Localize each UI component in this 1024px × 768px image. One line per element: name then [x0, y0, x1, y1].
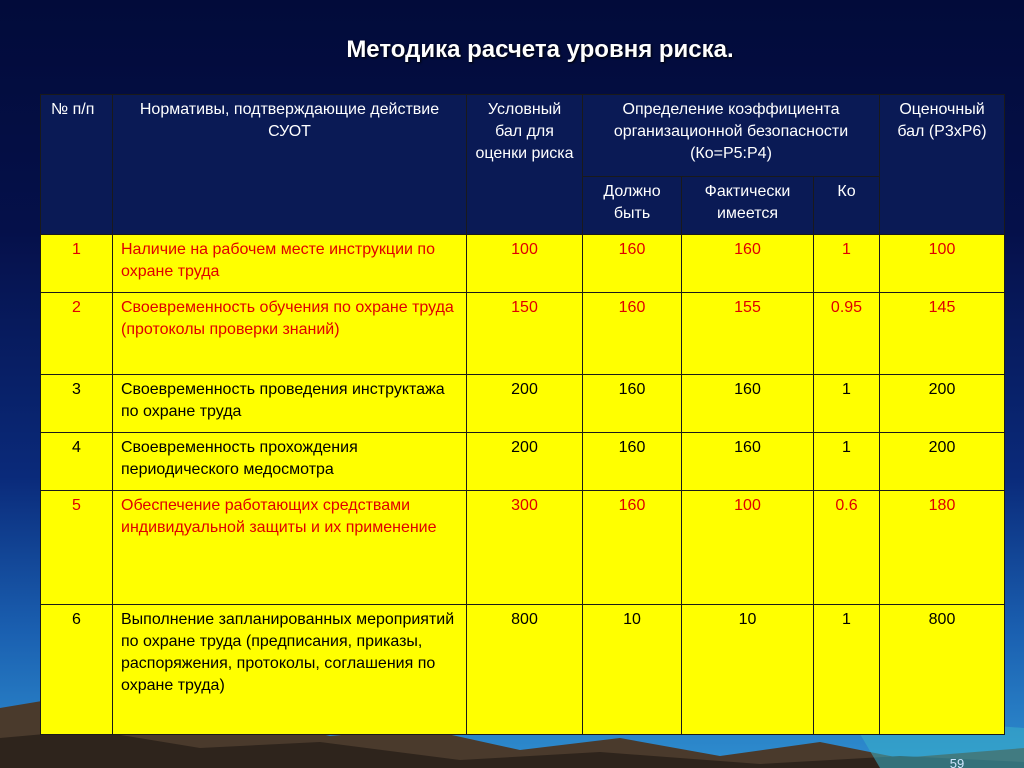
table-row: [41, 605, 1005, 735]
cell-score: 150: [467, 293, 583, 375]
header-score: Условный бал для оценки риска: [467, 95, 583, 235]
cell-num: 2: [41, 293, 113, 375]
header-actual: Фактически имеется: [682, 177, 814, 235]
cell-num: 1: [41, 235, 113, 293]
cell-num: 3: [41, 375, 113, 433]
cell-score: 800: [467, 605, 583, 735]
table-row: [41, 433, 1005, 491]
cell-should: 10: [583, 605, 682, 735]
cell-score: 100: [467, 235, 583, 293]
table-row: [41, 491, 1005, 605]
cell-name: Своевременность проведения инструктажа по охране труда: [113, 375, 467, 433]
cell-rating: 200: [880, 433, 1005, 491]
cell-rating: 200: [880, 375, 1005, 433]
cell-actual: 10: [682, 605, 814, 735]
table-row: [41, 293, 1005, 375]
cell-name: Наличие на рабочем месте инструкции по охране труда: [113, 235, 467, 293]
cell-rating: 180: [880, 491, 1005, 605]
cell-name: Своевременность обучения по охране труда (протоколы проверки знаний): [113, 293, 467, 375]
table-row: [41, 235, 1005, 293]
cell-rating: 100: [880, 235, 1005, 293]
cell-actual: 160: [682, 235, 814, 293]
header-ko: Ко: [814, 177, 880, 235]
header-num: № п/п: [41, 95, 113, 235]
cell-should: 160: [583, 293, 682, 375]
header-norms: Нормативы, подтверждающие действие СУОТ: [113, 95, 467, 235]
cell-rating: 145: [880, 293, 1005, 375]
risk-table: [40, 94, 1005, 735]
cell-score: 200: [467, 433, 583, 491]
cell-rating: 800: [880, 605, 1005, 735]
cell-actual: 160: [682, 375, 814, 433]
cell-ko: 0.6: [814, 491, 880, 605]
page-number: 59: [949, 756, 965, 768]
cell-should: 160: [583, 375, 682, 433]
header-rating: Оценочный бал (Р3хР6): [880, 95, 1005, 235]
cell-name: Выполнение запланированных мероприятий по охране труда (предписания, приказы, распоряжения, протоколы, соглашения по охране труда): [113, 605, 467, 735]
cell-should: 160: [583, 491, 682, 605]
cell-actual: 160: [682, 433, 814, 491]
cell-ko: 1: [814, 375, 880, 433]
cell-should: 160: [583, 235, 682, 293]
cell-actual: 100: [682, 491, 814, 605]
cell-num: 5: [41, 491, 113, 605]
cell-ko: 1: [814, 433, 880, 491]
slide-title: Методика расчета уровня риска.: [346, 36, 734, 63]
cell-score: 200: [467, 375, 583, 433]
cell-name: Своевременность прохождения периодического медосмотра: [113, 433, 467, 491]
cell-name: Обеспечение работающих средствами индивидуальной защиты и их применение: [113, 491, 467, 605]
cell-num: 6: [41, 605, 113, 735]
cell-should: 160: [583, 433, 682, 491]
header-should: Должно быть: [583, 177, 682, 235]
cell-score: 300: [467, 491, 583, 605]
cell-ko: 1: [814, 235, 880, 293]
cell-ko: 0.95: [814, 293, 880, 375]
cell-actual: 155: [682, 293, 814, 375]
cell-num: 4: [41, 433, 113, 491]
header-coef-group: Определение коэффициента организационной безопасности (Ко=Р5:Р4): [583, 95, 880, 177]
table-row: [41, 375, 1005, 433]
cell-ko: 1: [814, 605, 880, 735]
